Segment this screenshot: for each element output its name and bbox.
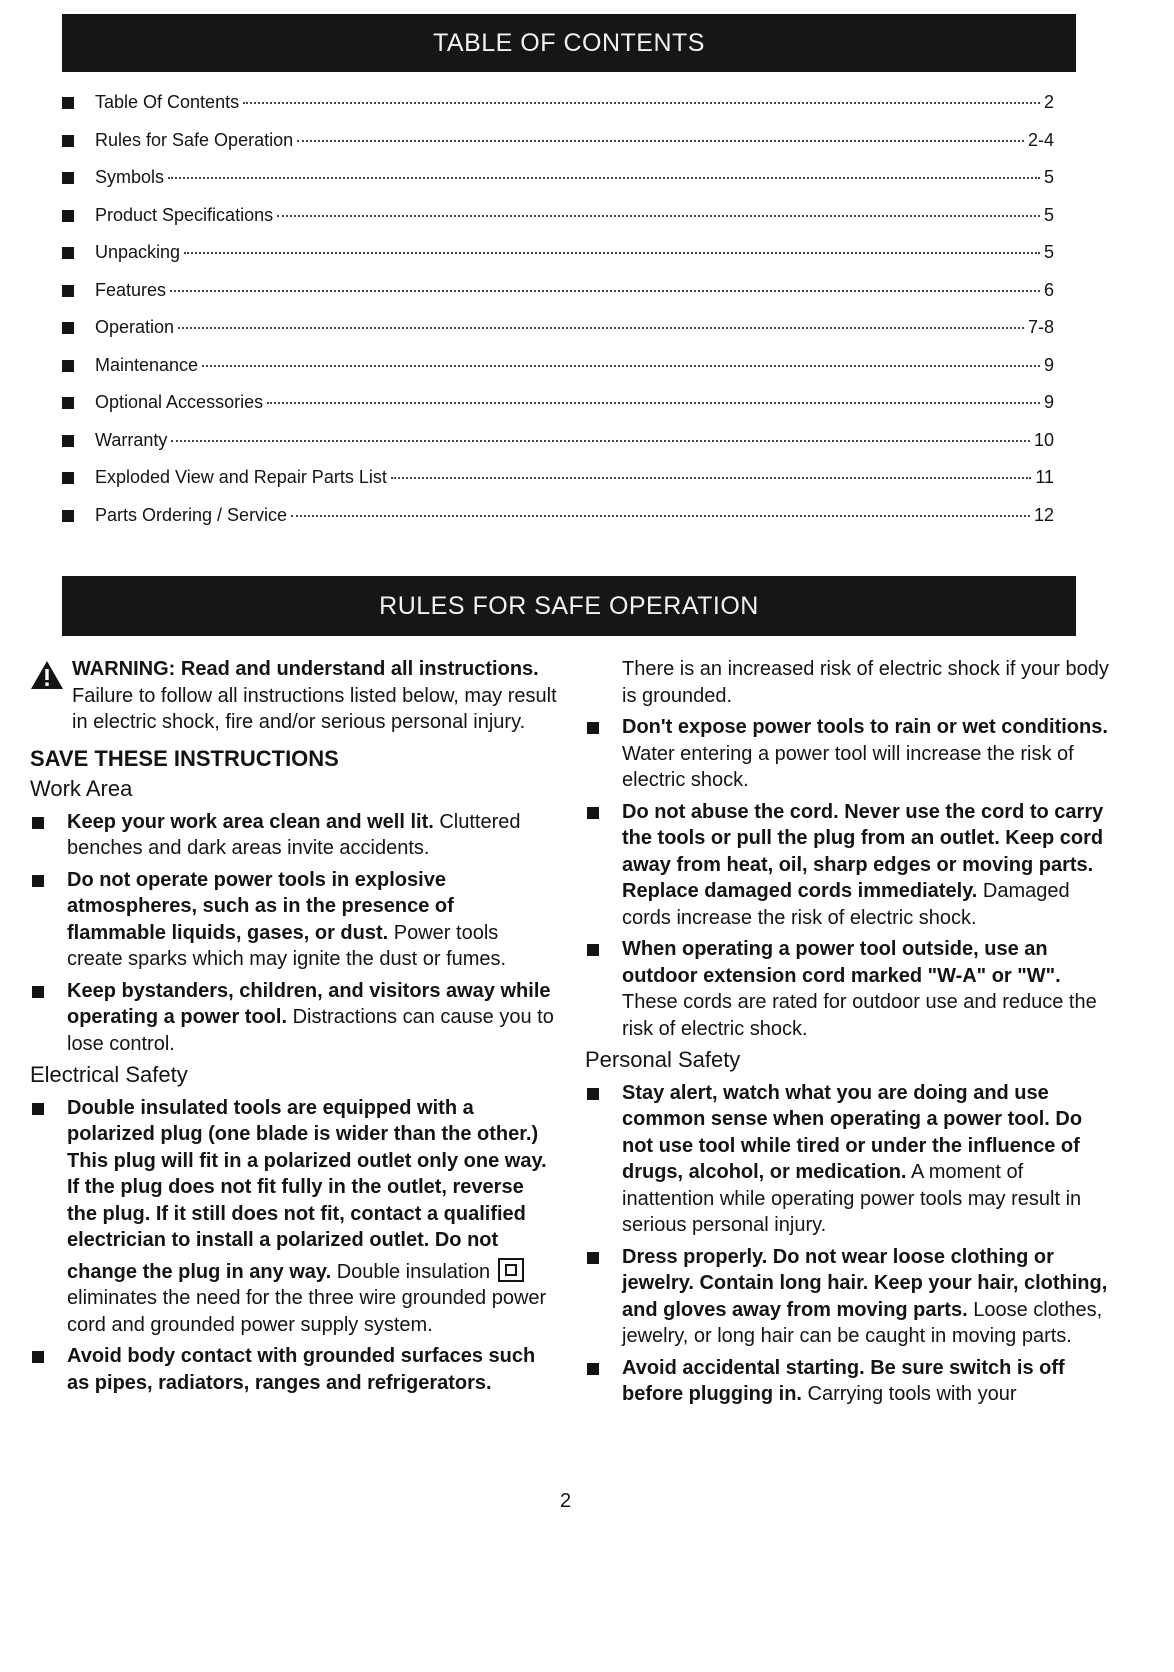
rule-bold: Dress properly. Do not wear loose clothing or jewelry. Contain long hair. Keep your hair, clothing, and gloves away from moving parts. bbox=[622, 1245, 1108, 1321]
page-number: 2 bbox=[560, 1490, 572, 1512]
dot-leader bbox=[267, 402, 1040, 404]
dot-leader bbox=[170, 290, 1040, 292]
warning-triangle-icon bbox=[30, 660, 64, 690]
bullet-icon bbox=[62, 172, 74, 184]
rule-item bbox=[585, 1355, 1110, 1408]
rule-item bbox=[30, 1343, 558, 1396]
toc-item-title: Unpacking bbox=[95, 242, 181, 262]
toc-item[interactable] bbox=[62, 505, 1054, 543]
rule-text: Distractions can cause you to lose control. bbox=[67, 1006, 554, 1055]
toc-item[interactable] bbox=[62, 205, 1054, 243]
toc-banner bbox=[62, 14, 1076, 72]
bullet-icon bbox=[32, 875, 44, 887]
bullet-icon bbox=[62, 397, 74, 409]
rule-bold: Avoid body contact with grounded surfaces such as pipes, radiators, ranges and refrigerators. bbox=[67, 1345, 536, 1394]
rule-text: Cluttered benches and dark areas invite accidents. bbox=[67, 810, 521, 859]
rule-bold: Do not operate power tools in explosive atmospheres, such as in the presence of flammable liquids, gases, or dust. bbox=[67, 868, 454, 944]
toc-item-title: Symbols bbox=[95, 167, 165, 187]
rule-bold: Avoid accidental starting. Be sure switch is off before plugging in. bbox=[622, 1356, 1065, 1405]
toc-item-title: Warranty bbox=[95, 429, 168, 450]
dot-leader bbox=[184, 252, 1040, 254]
toc-item-page: 7-8 bbox=[1027, 317, 1054, 337]
electrical-safety-heading: Electrical Safety bbox=[30, 1062, 188, 1087]
rule-text: A moment of inattention while operating power tools may result in serious personal injury. bbox=[622, 1161, 1082, 1236]
toc-item[interactable] bbox=[62, 317, 1054, 355]
rule-item bbox=[585, 1244, 1110, 1350]
rule-item bbox=[585, 936, 1110, 1042]
bullet-icon bbox=[62, 435, 74, 447]
dot-leader bbox=[291, 515, 1030, 517]
rule-bold: Keep bystanders, children, and visitors away while operating a power tool. bbox=[67, 979, 551, 1028]
toc-item-page: 2-4 bbox=[1027, 129, 1054, 150]
dot-leader bbox=[178, 327, 1024, 329]
toc-item[interactable] bbox=[62, 92, 1054, 130]
warning-title: WARNING: Read and understand all instructions. bbox=[72, 658, 539, 680]
rule-text: There is an increased risk of electric shock if your body is grounded. bbox=[622, 658, 1109, 707]
toc-item-page: 5 bbox=[1043, 242, 1054, 262]
rule-text: Loose clothes, jewelry, or long hair can be caught in moving parts. bbox=[622, 1298, 1103, 1347]
toc-item-page: 12 bbox=[1033, 504, 1054, 525]
dot-leader bbox=[243, 102, 1040, 104]
bullet-icon bbox=[62, 210, 74, 222]
toc-item-title: Parts Ordering / Service bbox=[95, 504, 288, 525]
rule-item bbox=[585, 799, 1110, 932]
bullet-icon bbox=[32, 817, 44, 829]
rule-item bbox=[30, 978, 558, 1058]
toc-item-page: 6 bbox=[1043, 279, 1054, 300]
personal-safety-heading: Personal Safety bbox=[585, 1047, 741, 1072]
toc-list bbox=[62, 92, 1054, 542]
work-area-heading: Work Area bbox=[30, 776, 133, 801]
rule-item bbox=[30, 867, 558, 973]
rule-text: Double insulation bbox=[336, 1260, 491, 1283]
bullet-icon bbox=[62, 247, 74, 259]
bullet-icon bbox=[587, 1363, 599, 1375]
rule-continuation bbox=[585, 656, 1110, 709]
rule-text: eliminates the need for the three wire grounded power cord and grounded power supply system. bbox=[67, 1287, 547, 1336]
warning-block bbox=[30, 656, 558, 736]
toc-item[interactable] bbox=[62, 355, 1054, 393]
bullet-icon bbox=[62, 97, 74, 109]
toc-item-page: 5 bbox=[1043, 204, 1054, 225]
toc-item-page: 5 bbox=[1043, 167, 1054, 187]
toc-item-title: Exploded View and Repair Parts List bbox=[95, 467, 387, 487]
toc-item-title: Rules for Safe Operation bbox=[95, 129, 294, 150]
bullet-icon bbox=[62, 472, 74, 484]
toc-item-title: Operation bbox=[95, 317, 175, 337]
rule-bold: Do not abuse the cord. Never use the cord to carry the tools or pull the plug from an outlet. Keep cord away from heat, oil, sharp edges or moving parts. Replace damaged cords immediately. bbox=[622, 800, 1104, 902]
rule-bold: Double insulated tools are equipped with a polarized plug (one blade is wider than the other.) This plug will fit in a polarized outlet only one way. If the plug does not fit fully in the outlet, reverse the plug. If it still does not fit, contact a qualified electrician to install a polarized outlet. Do not change the plug in any way. bbox=[67, 1096, 547, 1283]
bullet-icon bbox=[62, 285, 74, 297]
rule-item bbox=[30, 1095, 558, 1339]
rule-bold: Keep your work area clean and well lit. bbox=[67, 810, 434, 833]
toc-item-page: 9 bbox=[1043, 354, 1054, 375]
rule-text: Power tools create sparks which may ignite the dust or fumes. bbox=[67, 921, 507, 970]
rule-text: These cords are rated for outdoor use and reduce the risk of electric shock. bbox=[622, 991, 1097, 1040]
toc-item-title: Maintenance bbox=[95, 354, 199, 375]
bullet-icon bbox=[32, 986, 44, 998]
bullet-icon bbox=[62, 135, 74, 147]
dot-leader bbox=[171, 440, 1030, 442]
bullet-icon bbox=[62, 510, 74, 522]
toc-item-page: 10 bbox=[1033, 429, 1054, 450]
toc-item[interactable] bbox=[62, 392, 1054, 430]
toc-item[interactable] bbox=[62, 167, 1054, 205]
toc-item[interactable] bbox=[62, 430, 1054, 468]
left-column bbox=[30, 656, 558, 1401]
rules-banner bbox=[62, 576, 1076, 636]
dot-leader bbox=[202, 365, 1040, 367]
toc-item-title: Table Of Contents bbox=[95, 92, 240, 112]
toc-item[interactable] bbox=[62, 242, 1054, 280]
bullet-icon bbox=[62, 322, 74, 334]
dot-leader bbox=[391, 477, 1031, 479]
rule-text: Water entering a power tool will increase the risk of electric shock. bbox=[622, 742, 1074, 791]
bullet-icon bbox=[32, 1351, 44, 1363]
rule-item bbox=[30, 809, 558, 862]
rule-bold: When operating a power tool outside, use an outdoor extension cord marked "W-A" or "W". bbox=[622, 938, 1061, 987]
toc-item[interactable] bbox=[62, 280, 1054, 318]
right-column bbox=[585, 656, 1110, 1413]
dot-leader bbox=[168, 177, 1040, 179]
toc-banner-title: TABLE OF CONTENTS bbox=[433, 28, 705, 57]
bullet-icon bbox=[587, 807, 599, 819]
rule-item bbox=[585, 1080, 1110, 1239]
toc-item-page: 11 bbox=[1035, 467, 1054, 487]
dot-leader bbox=[277, 215, 1040, 217]
save-instructions-heading: SAVE THESE INSTRUCTIONS bbox=[30, 745, 339, 771]
dot-leader bbox=[297, 140, 1024, 142]
toc-item[interactable] bbox=[62, 130, 1054, 168]
warning-text: Failure to follow all instructions listed below, may result in electric shock, fire and/or serious personal injury. bbox=[72, 684, 557, 733]
double-insulation-icon bbox=[498, 1258, 524, 1282]
bullet-icon bbox=[587, 1088, 599, 1100]
rule-text: Carrying tools with your bbox=[807, 1383, 1017, 1405]
toc-item[interactable] bbox=[62, 467, 1054, 505]
toc-item-title: Product Specifications bbox=[95, 204, 274, 225]
rule-text: Damaged cords increase the risk of electric shock. bbox=[622, 880, 1070, 929]
rules-banner-title: RULES FOR SAFE OPERATION bbox=[379, 591, 759, 620]
toc-item-title: Optional Accessories bbox=[95, 392, 264, 412]
toc-item-page: 9 bbox=[1043, 392, 1054, 412]
bullet-icon bbox=[32, 1103, 44, 1115]
rule-item bbox=[585, 714, 1110, 794]
bullet-icon bbox=[587, 944, 599, 956]
bullet-icon bbox=[587, 1252, 599, 1264]
toc-item-page: 2 bbox=[1043, 92, 1054, 112]
rule-bold: Don't expose power tools to rain or wet conditions. bbox=[622, 716, 1108, 738]
rule-bold: Stay alert, watch what you are doing and use common sense when operating a power tool. Do not use tool while tired or under the influence of drugs, alcohol, or medication. bbox=[622, 1081, 1083, 1183]
bullet-icon bbox=[62, 360, 74, 372]
bullet-icon bbox=[587, 722, 599, 734]
toc-item-title: Features bbox=[95, 279, 167, 300]
